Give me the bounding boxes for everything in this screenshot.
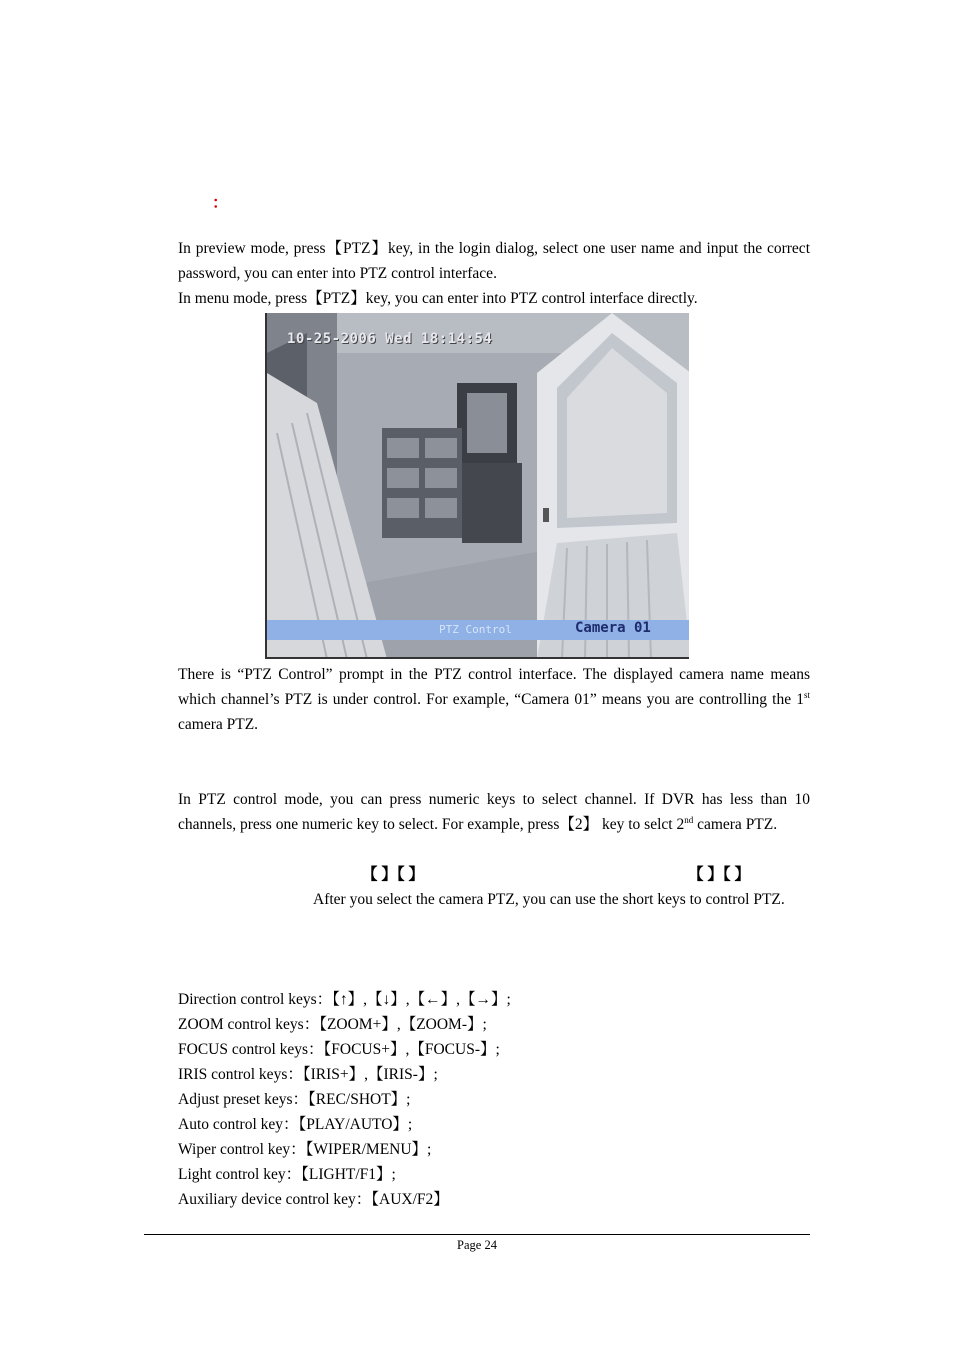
followup-paragraph: After you select the camera PTZ, you can use the short keys to control PTZ. [313,891,785,908]
key-aux: Auxiliary device control key：【AUX/F2】 [178,1191,449,1208]
intro-paragraph-preview: In preview mode, press【PTZ】key, in the login dialog, select one user name and input the correct password, you can enter into PTZ control interface. [178,240,810,282]
osd-timestamp: 10-25-2006 Wed 18:14:54 [287,331,493,347]
key-direction: Direction control keys：【↑】,【↓】,【←】,【→】; [178,991,511,1008]
page-number: Page 24 [457,1238,497,1252]
key-preset: Adjust preset keys：【REC/SHOT】; [178,1091,411,1108]
key-light: Light control key：【LIGHT/F1】; [178,1166,396,1183]
key-zoom: ZOOM control keys：【ZOOM+】,【ZOOM-】; [178,1016,487,1033]
bracket-keys-left: 【 】【 】 [362,866,425,883]
camera-scene-image [267,313,689,659]
bracket-keys-right: 【 】【 】 [688,866,751,883]
key-auto: Auto control key：【PLAY/AUTO】; [178,1116,413,1133]
key-iris: IRIS control keys：【IRIS+】,【IRIS-】; [178,1066,438,1083]
ptz-screenshot [265,313,689,659]
osd-ptz-control-label: PTZ Control [439,623,512,636]
key-focus: FOCUS control keys：【FOCUS+】,【FOCUS-】; [178,1041,500,1058]
explain-paragraph: There is “PTZ Control” prompt in the PTZ control interface. The displayed camera name means which channel’s PTZ is under control. For example, “Camera 01” means you are controlling the 1st camera PTZ. [178,666,810,733]
key-wiper: Wiper control key：【WIPER/MENU】; [178,1141,432,1158]
osd-camera-label: Camera 01 [575,620,651,636]
section-marker: ： [212,195,229,212]
footer-divider [144,1234,810,1235]
intro-paragraph-menu: In menu mode, press【PTZ】key, you can enter into PTZ control interface directly. [178,290,698,307]
select-channel-paragraph: In PTZ control mode, you can press numeric keys to select channel. If DVR has less than 10 channels, press one numeric key to select. For example, press【2】 key to selct 2nd camera PTZ. [178,791,810,833]
